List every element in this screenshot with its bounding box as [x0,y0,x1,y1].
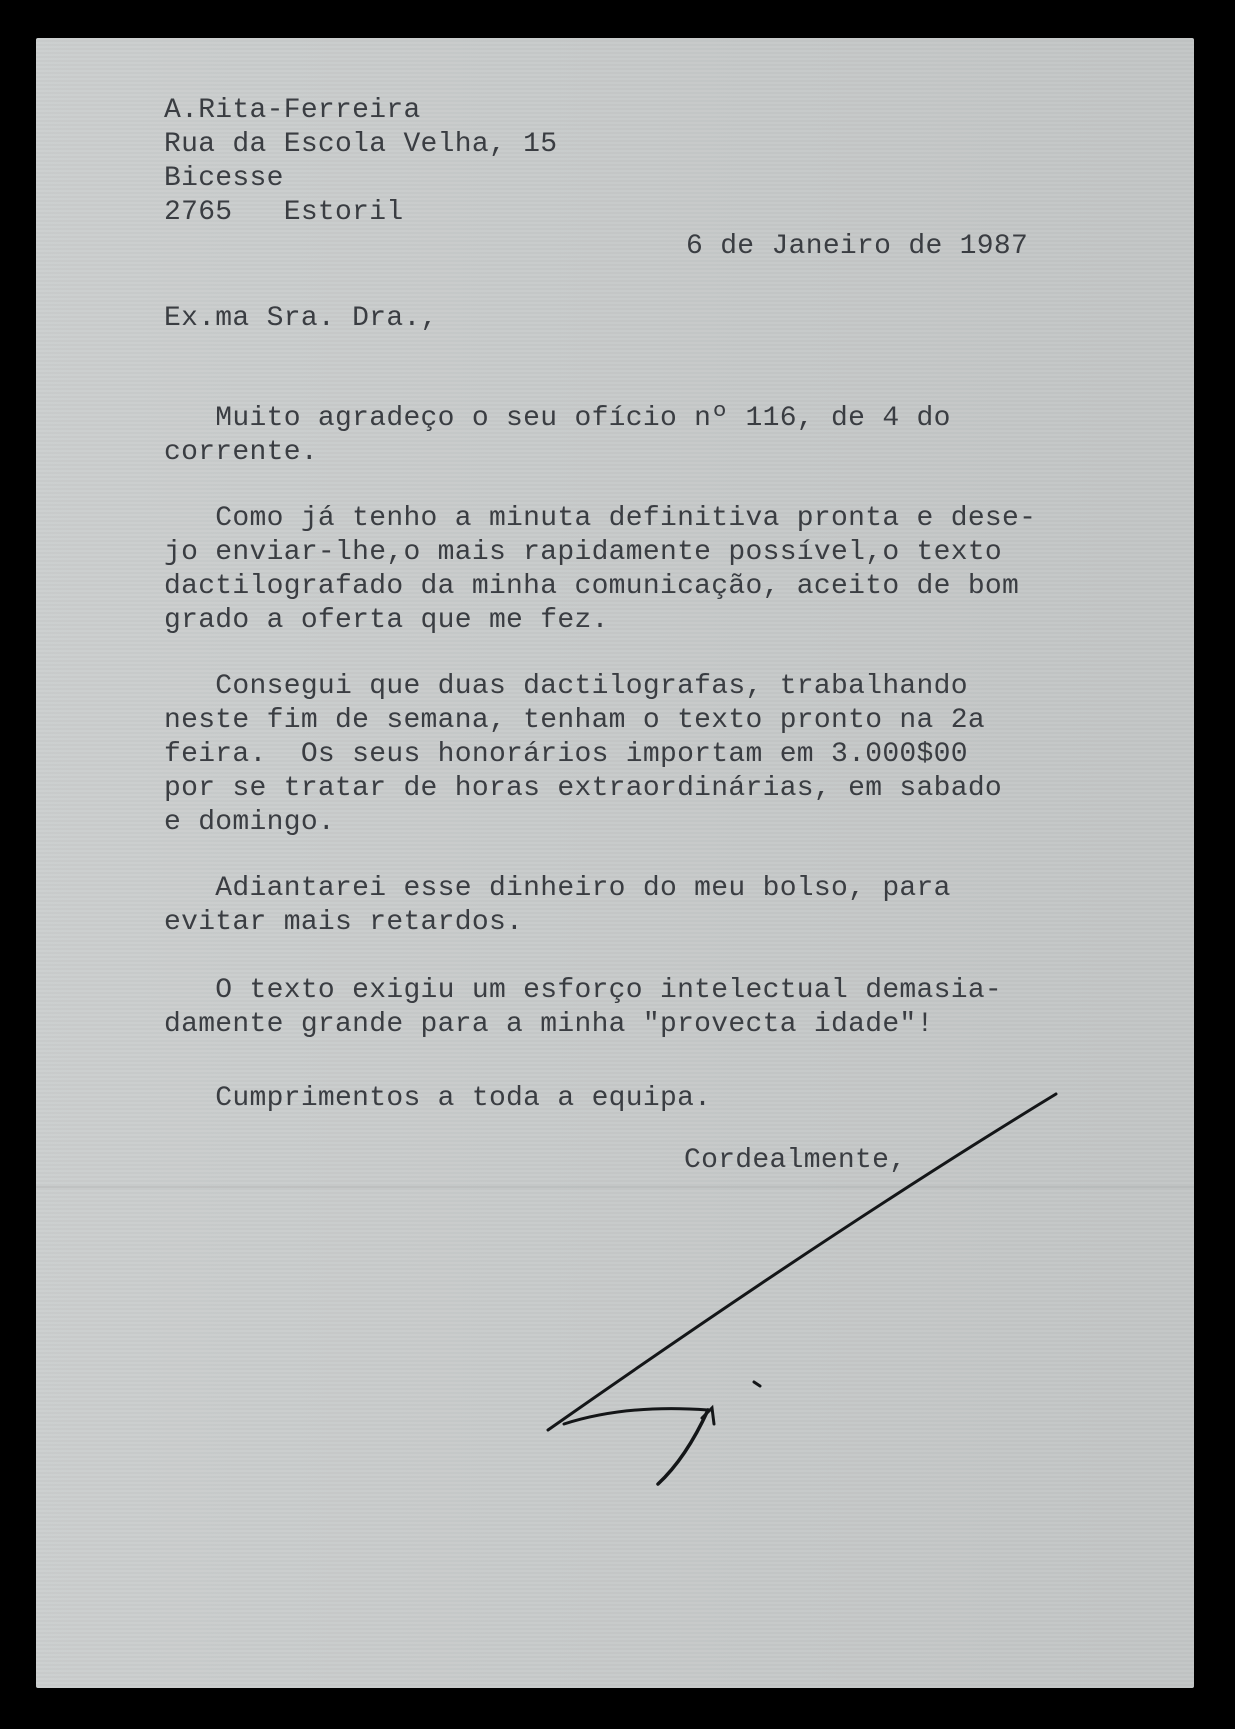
paragraph-regards: Cumprimentos a toda a equipa. [164,1083,712,1114]
paragraph-draft: Como já tenho a minuta definitiva pronta e dese- jo enviar-lhe,o mais rapidamente possível,o texto dactilografado da minha comunicação, aceito de bom grado a oferta que me fez. [164,503,1037,636]
sender-address [164,94,557,230]
signature-tail-stroke [658,1410,708,1484]
closing: Cordealmente, [684,1145,907,1176]
handwritten-signature [536,1078,1096,1498]
sender-postal: 2765 Estoril [164,197,404,228]
paragraph-typists: Consegui que duas dactilografas, trabalhando neste fim de semana, tenham o texto pronto na 2a feira. Os seus honorários importam em 3.000$00 por se tratar de horas extraordinárias, em sabado e domingo. [164,671,1003,838]
signature-main-stroke [548,1094,1056,1430]
paragraph-effort: O texto exigiu um esforço intelectual demasia- damente grande para a minha "provecta idade"! [164,975,1003,1040]
letter-page [36,38,1194,1688]
salutation: Ex.ma Sra. Dra., [164,303,438,334]
paragraph-thanks: Muito agradeço o seu ofício nº 116, de 4 do corrente. [164,403,951,468]
sender-name: A.Rita-Ferreira [164,95,421,126]
letter-date: 6 de Janeiro de 1987 [686,231,1029,262]
signature-loop-stroke [564,1409,708,1424]
paragraph-advance: Adiantarei esse dinheiro do meu bolso, para evitar mais retardos. [164,873,951,938]
signature-dot [754,1382,760,1386]
sender-locality: Bicesse [164,163,284,194]
sender-street: Rua da Escola Velha, 15 [164,129,558,160]
